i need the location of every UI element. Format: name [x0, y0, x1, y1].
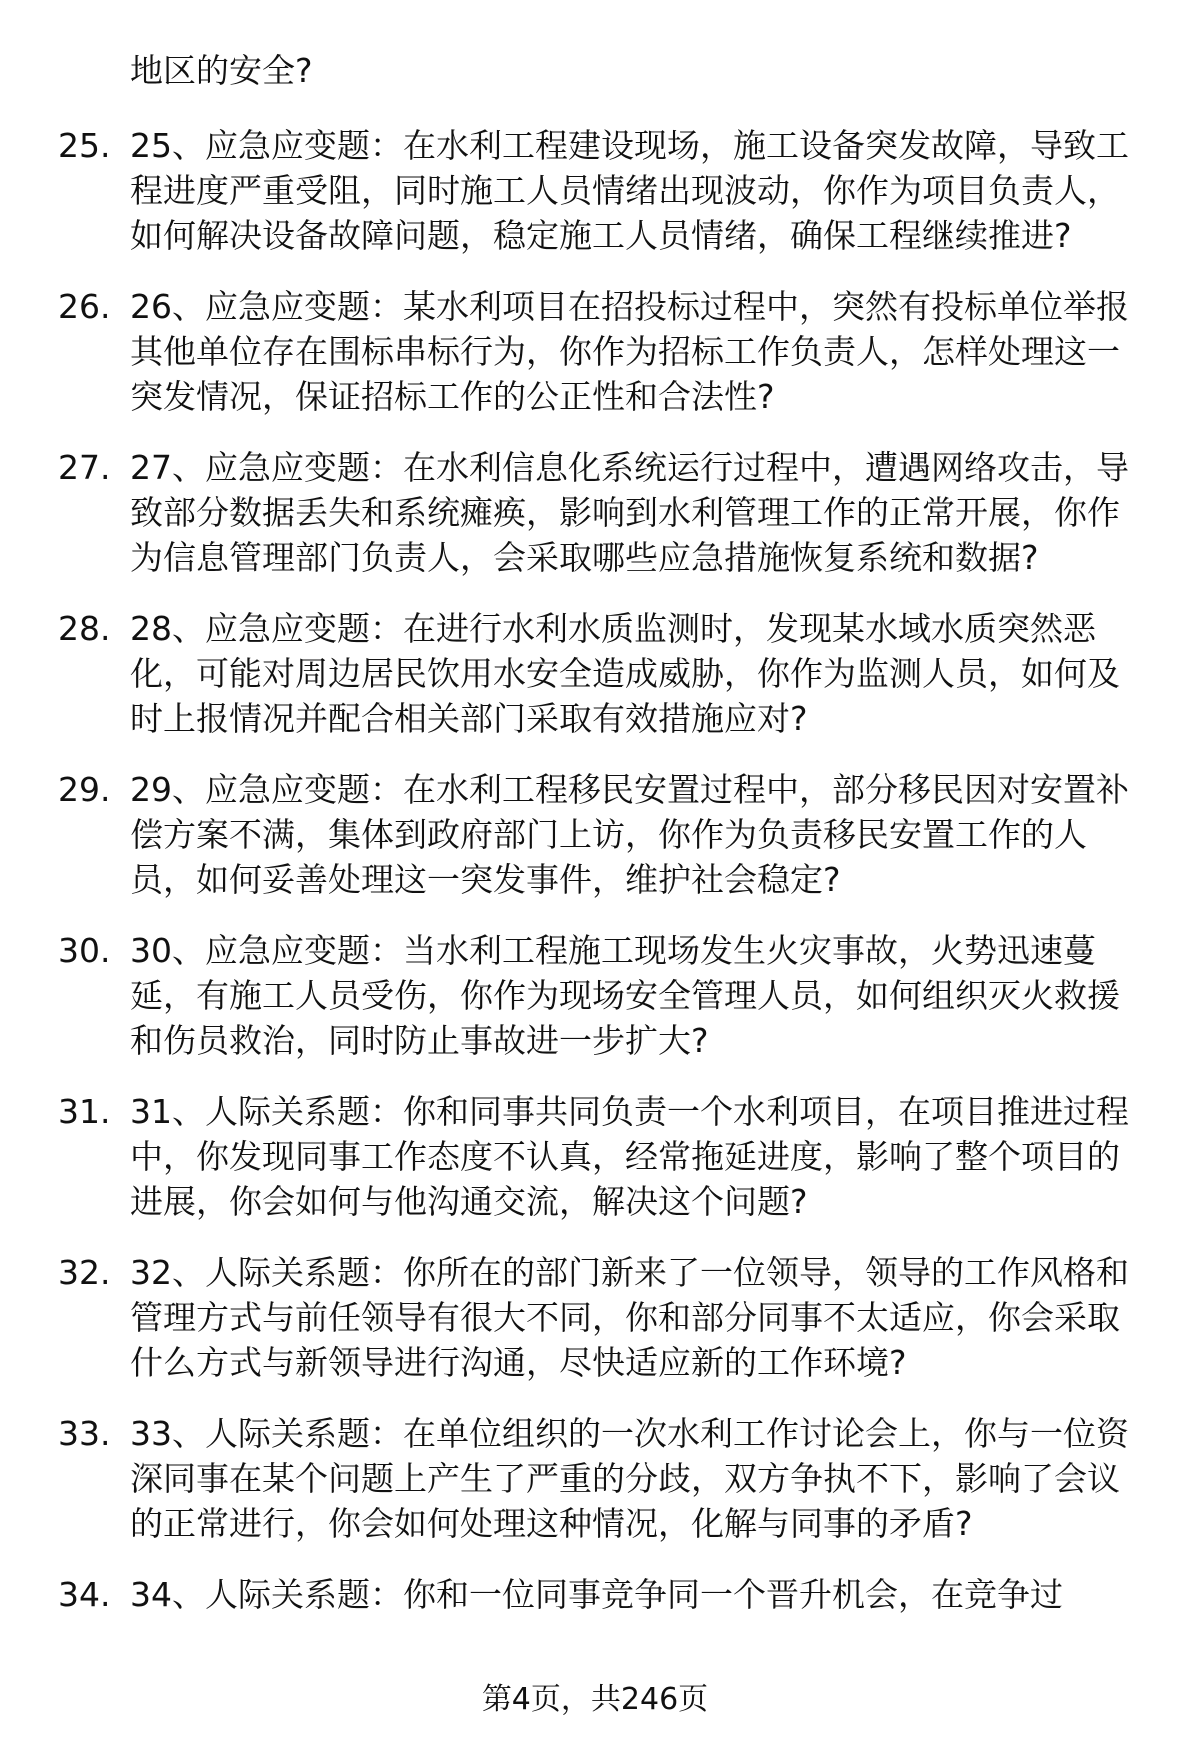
item-number: 32. [58, 1253, 111, 1292]
item-number: 30. [58, 931, 111, 970]
item-text: 30、应急应变题：当水利工程施工现场发生火灾事故，火势迅速蔓延，有施工人员受伤，你作为现场安全管理人员，如何组织灭火救援和伤员救治，同时防止事故进一步扩大? [130, 931, 1120, 1060]
item-text: 33、人际关系题：在单位组织的一次水利工作讨论会上，你与一位资深同事在某个问题上产生了严重的分歧，双方争执不下，影响了会议的正常进行，你会如何处理这种情况，化解与同事的矛盾? [130, 1414, 1129, 1543]
item-text: 27、应急应变题：在水利信息化系统运行过程中，遭遇网络攻击，导致部分数据丢失和系统瘫痪，影响到水利管理工作的正常开展，你作为信息管理部门负责人，会采取哪些应急措施恢复系统和数据? [130, 448, 1129, 577]
item-number: 25. [58, 126, 111, 165]
item-number: 31. [58, 1092, 111, 1131]
item-number: 34. [58, 1575, 111, 1614]
item-text: 25、应急应变题：在水利工程建设现场，施工设备突发故障，导致工程进度严重受阻，同时施工人员情绪出现波动，你作为项目负责人，如何解决设备故障问题，稳定施工人员情绪，确保工程继续推进? [130, 126, 1129, 255]
list-item [0, 284, 1190, 419]
list-item [0, 767, 1190, 902]
item-text: 28、应急应变题：在进行水利水质监测时，发现某水域水质突然恶化，可能对周边居民饮用水安全造成威胁，你作为监测人员，如何及时上报情况并配合相关部门采取有效措施应对? [130, 609, 1120, 738]
item-text: 34、人际关系题：你和一位同事竞争同一个晋升机会，在竞争过 [130, 1575, 1063, 1614]
list-item [0, 1250, 1190, 1385]
item-text: 31、人际关系题：你和同事共同负责一个水利项目，在项目推进过程中，你发现同事工作态度不认真，经常拖延进度，影响了整个项目的进展，你会如何与他沟通交流，解决这个问题? [130, 1092, 1129, 1221]
list-item [0, 1089, 1190, 1224]
item-text: 26、应急应变题：某水利项目在招投标过程中，突然有投标单位举报其他单位存在围标串标行为，你作为招标工作负责人，怎样处理这一突发情况，保证招标工作的公正性和合法性? [130, 287, 1129, 416]
item-number: 28. [58, 609, 111, 648]
item-number: 29. [58, 770, 111, 809]
item-text: 29、应急应变题：在水利工程移民安置过程中，部分移民因对安置补偿方案不满，集体到政府部门上访，你作为负责移民安置工作的人员，如何妥善处理这一突发事件，维护社会稳定? [130, 770, 1129, 899]
page-number-footer: 第4页，共246页 [481, 1682, 709, 1717]
item-number: 33. [58, 1414, 111, 1453]
list-item [0, 123, 1190, 258]
question-list [0, 48, 1190, 1643]
list-item [0, 928, 1190, 1063]
list-item [0, 606, 1190, 741]
item-number: 26. [58, 287, 111, 326]
list-item [0, 1572, 1190, 1617]
continuation-text: 地区的安全? [130, 51, 313, 90]
list-item [0, 445, 1190, 580]
item-number: 27. [58, 448, 111, 487]
list-item [0, 1411, 1190, 1546]
item-text: 32、人际关系题：你所在的部门新来了一位领导，领导的工作风格和管理方式与前任领导有很大不同，你和部分同事不太适应，你会采取什么方式与新领导进行沟通，尽快适应新的工作环境? [130, 1253, 1129, 1382]
